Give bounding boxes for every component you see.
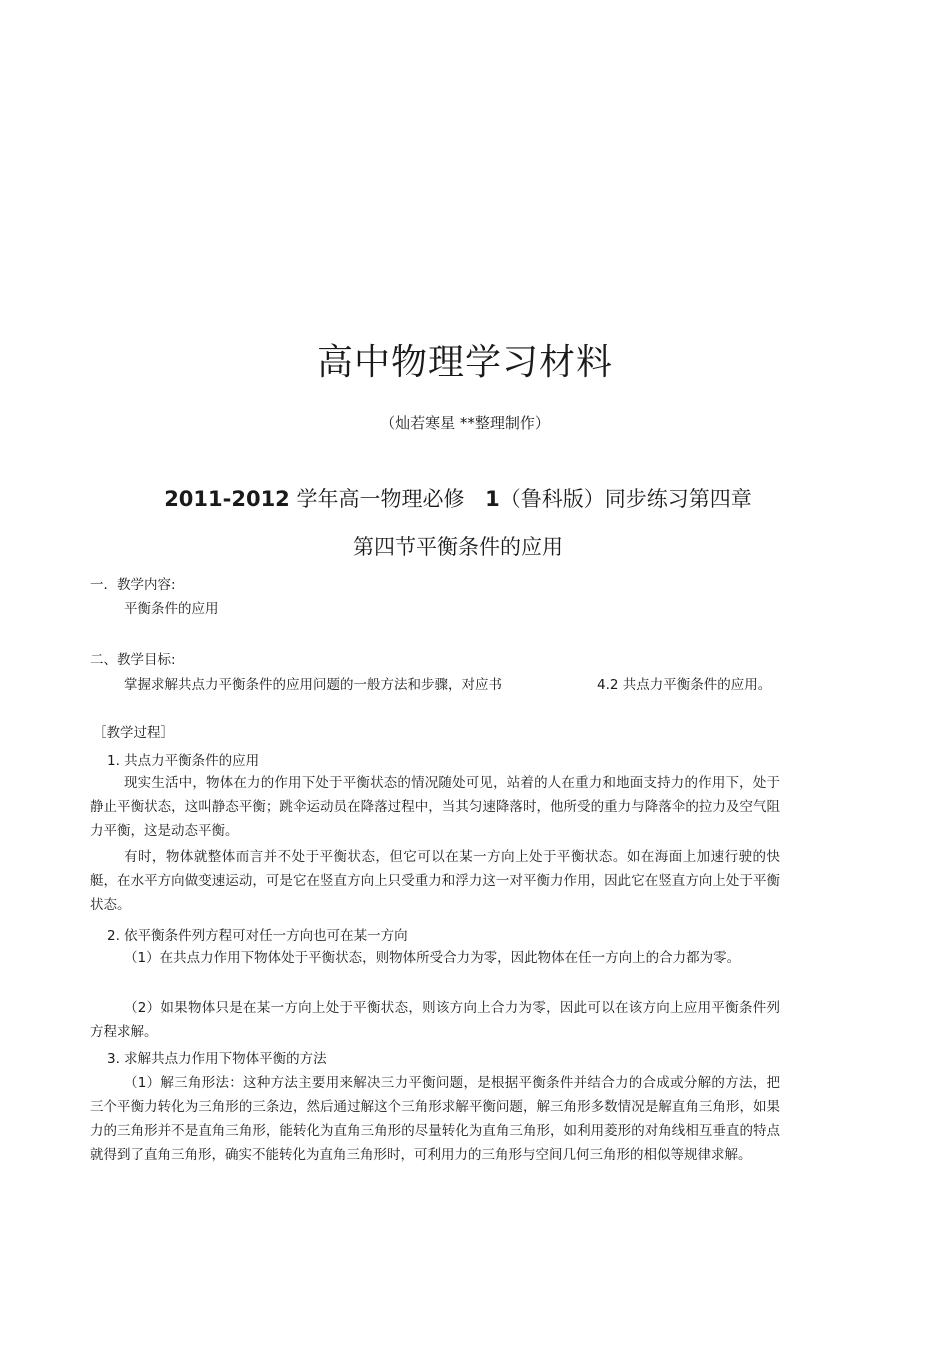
heading-end: （鲁科版）同步练习第四章 bbox=[499, 487, 752, 511]
item2-paragraph-1: （1）在共点力作用下物体处于平衡状态，则物体所受合力为零，因此物体在任一方向上的合力都为零。 bbox=[124, 950, 741, 966]
document-heading bbox=[0, 484, 916, 514]
section-title: 第四节平衡条件的应用 bbox=[353, 535, 563, 559]
process-label: ［教学过程］ bbox=[93, 725, 174, 741]
part2-label: 二、教学目标: bbox=[90, 652, 176, 668]
item2-paragraph-2: （2）如果物体只是在某一方向上处于平衡状态，则该方向上合力为零，因此可以在该方向上应用平衡条件列方程求解。 bbox=[90, 1000, 780, 1040]
item1-title: 1. 共点力平衡条件的应用 bbox=[107, 753, 260, 769]
part2-text-b: 4.2 共点力平衡条件的应用。 bbox=[597, 677, 772, 693]
heading-num: 1 bbox=[485, 487, 500, 511]
item1-paragraph-2: 有时，物体就整体而言并不处于平衡状态，但它可以在某一方向上处于平衡状态。如在海面上加速行驶的快艇，在水平方向做变速运动，可是它在竖直方向上只受重力和浮力这一对平衡力作用，因此它在竖直方向上处于平衡状态。 bbox=[90, 849, 780, 913]
part1-label: 一．教学内容: bbox=[90, 577, 176, 593]
part1-text: 平衡条件的应用 bbox=[124, 601, 219, 617]
subtitle: （灿若寒星 **整理制作） bbox=[380, 414, 550, 432]
item3-paragraph-1: （1）解三角形法：这种方法主要用来解决三力平衡问题，是根据平衡条件并结合力的合成或分解的方法，把三个平衡力转化为三角形的三条边，然后通过解这个三角形求解平衡问题，解三角形多数情况是解直角三角形，如果力的三角形并不是直角三角形，能转化为直角三角形的尽量转化为直角三角形，如利用菱形的对角线相互垂直的特点就得到了直角三角形，确实不能转化为直角三角形时，可利用力的三角形与空间几何三角形的相似等规律求解。 bbox=[90, 1075, 780, 1163]
item1-paragraph-1: 现实生活中，物体在力的作用下处于平衡状态的情况随处可见，站着的人在重力和地面支持力的作用下，处于静止平衡状态，这叫静态平衡；跳伞运动员在降落过程中，当其匀速降落时，他所受的重力与降落伞的拉力及空气阻力平衡，这是动态平衡。 bbox=[90, 775, 780, 839]
heading-mid: 学年高一物理必修 bbox=[289, 487, 472, 511]
item3-title: 3. 求解共点力作用下物体平衡的方法 bbox=[107, 1051, 327, 1067]
main-title: 高中物理学习材料 bbox=[316, 342, 613, 383]
part2-text-a: 掌握求解共点力平衡条件的应用问题的一般方法和步骤，对应书 bbox=[124, 677, 502, 693]
item2-title: 2. 依平衡条件列方程可对任一方向也可在某一方向 bbox=[107, 928, 408, 944]
heading-year: 2011-2012 bbox=[164, 487, 290, 511]
